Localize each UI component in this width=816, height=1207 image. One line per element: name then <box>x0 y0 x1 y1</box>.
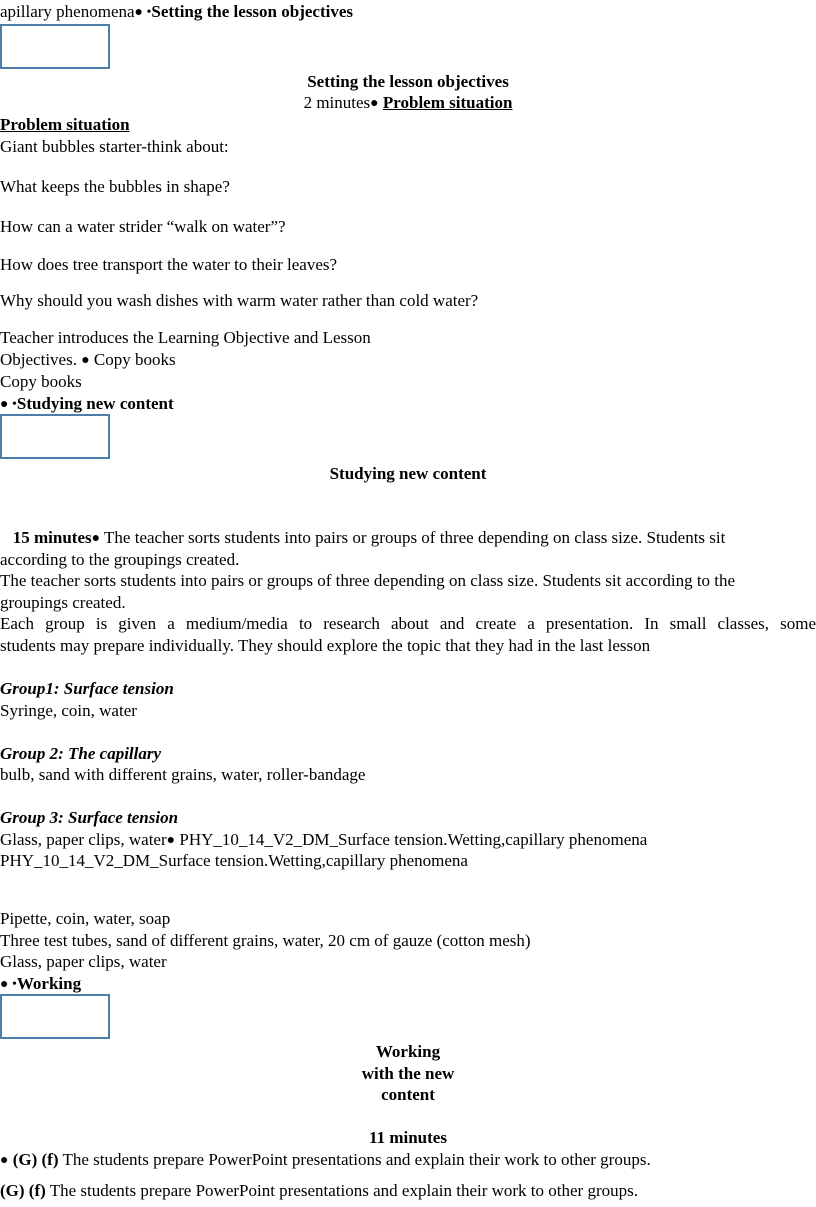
group-materials-line <box>0 829 647 852</box>
group-title: Group1: Surface tension <box>0 679 174 698</box>
question-item: Why should you wash dishes with warm water rather than cold water? <box>0 291 479 310</box>
bullet-glyph: ● <box>91 531 101 546</box>
bullet-glyphs: ● • <box>134 5 152 20</box>
materials-item: Pipette, coin, water, soap <box>0 909 171 928</box>
section-title-line: with the new <box>361 1064 455 1083</box>
sorting-text: The teacher sorts students into pairs or groups of three depending on class size. Students sit <box>104 528 726 547</box>
copy-books-text: Copy books <box>0 372 82 391</box>
section-time: 15 minutes <box>12 528 92 547</box>
activity-line <box>0 1149 651 1172</box>
section-title: Setting the lesson objectives <box>307 72 509 91</box>
section-title-line: Working <box>375 1042 441 1061</box>
problem-heading: Problem situation <box>0 115 130 134</box>
bullet-glyph: ● <box>166 833 176 848</box>
sorting-text-cont: according to the groupings created. <box>0 550 240 569</box>
question-item: What keeps the bubbles in shape? <box>0 177 230 196</box>
section-time: 2 minutes <box>303 93 371 112</box>
group-materials: bulb, sand with different grains, water, roller-bandage <box>0 765 366 784</box>
bullet-glyphs: ● • <box>0 977 17 992</box>
timing-line <box>0 527 725 550</box>
materials-item: Three test tubes, sand of different grains, water, 20 cm of gauze (cotton mesh) <box>0 931 531 950</box>
activity-label: (G) (f) <box>12 1150 59 1169</box>
continued-text: apillary phenomena <box>0 2 135 21</box>
image-placeholder-box <box>0 24 110 69</box>
problem-situation-link[interactable]: Problem situation <box>382 93 513 112</box>
section-link-text: Setting the lesson objectives <box>151 2 354 21</box>
paragraph-line: The teacher sorts students into pairs or groups of three depending on class size. Students sit according to the <box>0 571 736 590</box>
teacher-line-text: Objectives. <box>0 350 77 369</box>
group-title: Group 3: Surface tension <box>0 808 179 827</box>
teacher-line-2 <box>0 349 176 372</box>
paragraph-line: Each group is given a medium/media to research about and create a presentation. In small classes, some <box>0 614 816 633</box>
bullet-glyphs: ● • <box>0 397 17 412</box>
section-title-line: content <box>381 1085 435 1104</box>
problem-intro: Giant bubbles starter-think about: <box>0 137 229 156</box>
activity-line-repeat <box>0 1180 638 1202</box>
materials-item: Glass, paper clips, water <box>0 952 167 971</box>
working-link-text: Working <box>16 974 82 993</box>
resource-name: PHY_10_14_V2_DM_Surface tension.Wetting,capillary phenomena <box>0 851 468 870</box>
paragraph-line: groupings created. <box>0 593 126 612</box>
resource-link[interactable]: PHY_10_14_V2_DM_Surface tension.Wetting,capillary phenomena <box>179 830 648 849</box>
bullet-glyph: ● <box>370 96 379 111</box>
working-link-line <box>0 973 81 996</box>
bullet-glyph: ● <box>0 1153 9 1168</box>
activity-text: The students prepare PowerPoint presentations and explain their work to other groups. <box>62 1150 651 1169</box>
image-placeholder-box <box>0 994 110 1039</box>
activity-label: (G) (f) <box>0 1181 46 1200</box>
bullet-glyph: ● <box>81 353 90 368</box>
teacher-line: Teacher introduces the Learning Objective and Lesson <box>0 328 371 347</box>
section-time: 11 minutes <box>369 1128 447 1147</box>
group-materials: Syringe, coin, water <box>0 701 137 720</box>
studying-link-line <box>0 393 174 416</box>
group-materials: Glass, paper clips, water <box>0 830 167 849</box>
group-title: Group 2: The capillary <box>0 744 162 763</box>
section-time-line <box>0 92 816 115</box>
top-continuation-line <box>0 1 353 24</box>
question-item: How can a water strider “walk on water”? <box>0 217 286 236</box>
question-item: How does tree transport the water to their leaves? <box>0 255 338 274</box>
paragraph-line: students may prepare individually. They should explore the topic that they had in the last lesson <box>0 636 651 655</box>
activity-text: The students prepare PowerPoint presentations and explain their work to other groups. <box>49 1181 638 1200</box>
studying-link-text: Studying new content <box>16 394 174 413</box>
image-placeholder-box <box>0 414 110 459</box>
section-title: Studying new content <box>329 464 487 483</box>
copy-books-inline: Copy books <box>93 350 176 369</box>
